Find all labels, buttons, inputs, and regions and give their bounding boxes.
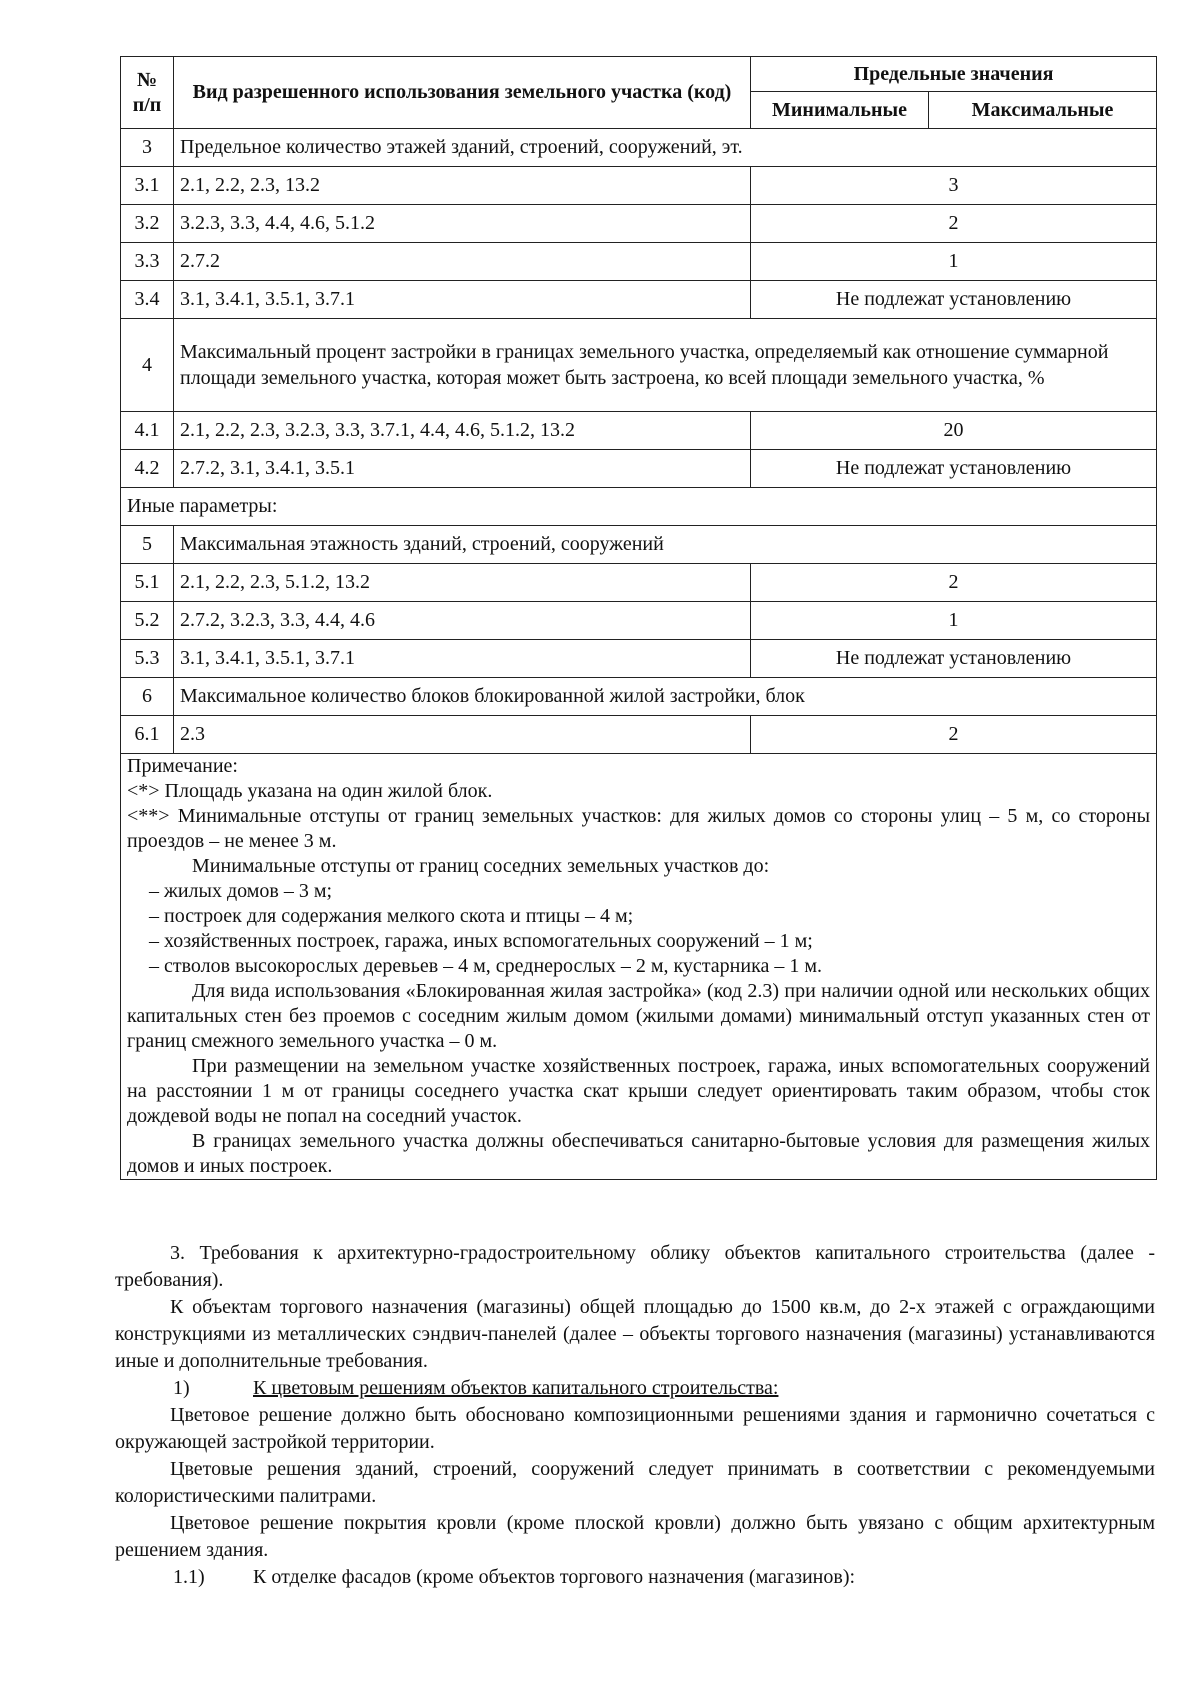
parameters-table: [120, 56, 1157, 1180]
list-item-facades: [115, 1564, 1155, 1591]
row-number: 5: [121, 526, 174, 564]
use-codes: 2.1, 2.2, 2.3, 13.2: [174, 167, 751, 205]
use-codes: 3.1, 3.4.1, 3.5.1, 3.7.1: [174, 281, 751, 319]
limit-value: 3: [751, 167, 1157, 205]
table-row: [121, 450, 1157, 488]
row-number: 4: [121, 319, 174, 412]
limit-value: Не подлежат установлению: [751, 450, 1157, 488]
group-title: Максимальное количество блоков блокированной жилой застройки, блок: [174, 678, 1157, 716]
note-roof: При размещении на земельном участке хозяйственных построек, гаража, иных вспомогательных сооружений на расстоянии 1 м от границы соседнего участка скат крыши следует ориентировать таким образом, чтобы сток дождевой воды не попал на соседний участок.: [127, 1055, 1151, 1127]
header-num: № п/п: [121, 57, 174, 129]
header-limits: Предельные значения: [751, 57, 1157, 92]
header-max: Максимальные: [929, 92, 1157, 129]
table-row: [121, 243, 1157, 281]
group-row: [121, 129, 1157, 167]
limit-value: Не подлежат установлению: [751, 281, 1157, 319]
note-list-item: – построек для содержания мелкого скота и птицы – 4 м;: [149, 905, 634, 927]
note-sanitary: В границах земельного участка должны обеспечиваться санитарно-бытовые условия для размещения жилых домов и иных построек.: [127, 1130, 1151, 1177]
header-use-type: Вид разрешенного использования земельного участка (код): [174, 57, 751, 129]
table-body: [121, 129, 1157, 754]
group-row: [121, 526, 1157, 564]
row-number: 3.3: [121, 243, 174, 281]
note-blocked: Для вида использования «Блокированная жилая застройка» (код 2.3) при наличии одной или нескольких общих капитальных стен без проемов с соседним жилым домом (жилыми домами) минимальный отступ указанных стен от границ смежного земельного участка – 0 м.: [127, 980, 1151, 1052]
limit-value: 20: [751, 412, 1157, 450]
group-row: [121, 678, 1157, 716]
header-min: Минимальные: [751, 92, 929, 129]
row-number: 5.3: [121, 640, 174, 678]
item-number: 1): [173, 1377, 190, 1399]
table-note: [121, 754, 1157, 1180]
row-number: 3.2: [121, 205, 174, 243]
note-list-item: – хозяйственных построек, гаража, иных вспомогательных сооружений – 1 м;: [149, 930, 813, 952]
limit-value: 1: [751, 243, 1157, 281]
paragraph-color-2: Цветовые решения зданий, строений, сооружений следует принимать в соответствии с рекомендуемыми колористическими палитрами.: [115, 1458, 1155, 1507]
item-number: 1.1): [173, 1566, 205, 1588]
row-number: 3: [121, 129, 174, 167]
table-row: [121, 602, 1157, 640]
paragraph-trade-objects: К объектам торгового назначения (магазины) общей площадью до 1500 кв.м, до 2-х этажей с ограждающими конструкциями из металлических сэндвич-панелей (далее – объекты торгового назначения (магазины) устанавливаются иные и дополнительные требования.: [115, 1296, 1155, 1372]
use-codes: 2.7.2, 3.2.3, 3.3, 4.4, 4.6: [174, 602, 751, 640]
row-number: 3.1: [121, 167, 174, 205]
table-row: [121, 564, 1157, 602]
table-row: [121, 167, 1157, 205]
row-number: 6.1: [121, 716, 174, 754]
table-row: [121, 281, 1157, 319]
use-codes: 2.7.2, 3.1, 3.4.1, 3.5.1: [174, 450, 751, 488]
paragraph-roof-color: Цветовое решение покрытия кровли (кроме плоской кровли) должно быть увязано с общим архитектурным решением здания.: [115, 1512, 1155, 1561]
use-codes: 2.3: [174, 716, 751, 754]
item-heading: К цветовым решениям объектов капитального строительства:: [253, 1377, 779, 1399]
use-codes: 3.2.3, 3.3, 4.4, 4.6, 5.1.2: [174, 205, 751, 243]
row-number: 5.1: [121, 564, 174, 602]
use-codes: 2.1, 2.2, 2.3, 3.2.3, 3.3, 3.7.1, 4.4, 4.6, 5.1.2, 13.2: [174, 412, 751, 450]
paragraph-color-1: Цветовое решение должно быть обосновано композиционными решениями здания и гармонично сочетаться с окружающей застройкой территории.: [115, 1404, 1155, 1453]
table-row: [121, 716, 1157, 754]
group-title: Максимальная этажность зданий, строений, сооружений: [174, 526, 1157, 564]
group-title: Максимальный процент застройки в границах земельного участка, определяемый как отношение суммарной площади земельного участка, которая может быть застроена, ко всей площади земельного участка, %: [174, 319, 1157, 412]
row-number: 6: [121, 678, 174, 716]
note-title: Примечание:: [127, 755, 238, 777]
group-row: [121, 319, 1157, 412]
note-area: <*> Площадь указана на один жилой блок.: [127, 780, 493, 802]
item-heading: К отделке фасадов (кроме объектов торгового назначения (магазинов):: [253, 1566, 856, 1588]
limit-value: 2: [751, 564, 1157, 602]
body-text: [115, 1240, 1155, 1591]
list-item-color: [115, 1375, 1155, 1402]
note-list-item: – жилых домов – 3 м;: [149, 880, 333, 902]
row-number: 5.2: [121, 602, 174, 640]
note-setbacks: <**> Минимальные отступы от границ земельных участков: для жилых домов со стороны улиц – 5 м, со стороны проездов – не менее 3 м.: [127, 805, 1151, 852]
limit-value: 2: [751, 205, 1157, 243]
use-codes: 2.1, 2.2, 2.3, 5.1.2, 13.2: [174, 564, 751, 602]
limit-value: 2: [751, 716, 1157, 754]
use-codes: 3.1, 3.4.1, 3.5.1, 3.7.1: [174, 640, 751, 678]
section-row: [121, 488, 1157, 526]
row-number: 4.2: [121, 450, 174, 488]
limit-value: Не подлежат установлению: [751, 640, 1157, 678]
table-row: [121, 205, 1157, 243]
section-title: Иные параметры:: [121, 488, 1157, 526]
note-list-item: – стволов высокорослых деревьев – 4 м, среднерослых – 2 м, кустарника – 1 м.: [149, 955, 823, 977]
use-codes: 2.7.2: [174, 243, 751, 281]
paragraph-requirements: 3. Требования к архитектурно-градостроительному облику объектов капитального строительства (далее - требования).: [115, 1242, 1155, 1291]
limit-value: 1: [751, 602, 1157, 640]
table-row: [121, 412, 1157, 450]
note-neighbors-intro: Минимальные отступы от границ соседних земельных участков до:: [192, 855, 770, 877]
group-title: Предельное количество этажей зданий, строений, сооружений, эт.: [174, 129, 1157, 167]
table-row: [121, 640, 1157, 678]
row-number: 4.1: [121, 412, 174, 450]
row-number: 3.4: [121, 281, 174, 319]
